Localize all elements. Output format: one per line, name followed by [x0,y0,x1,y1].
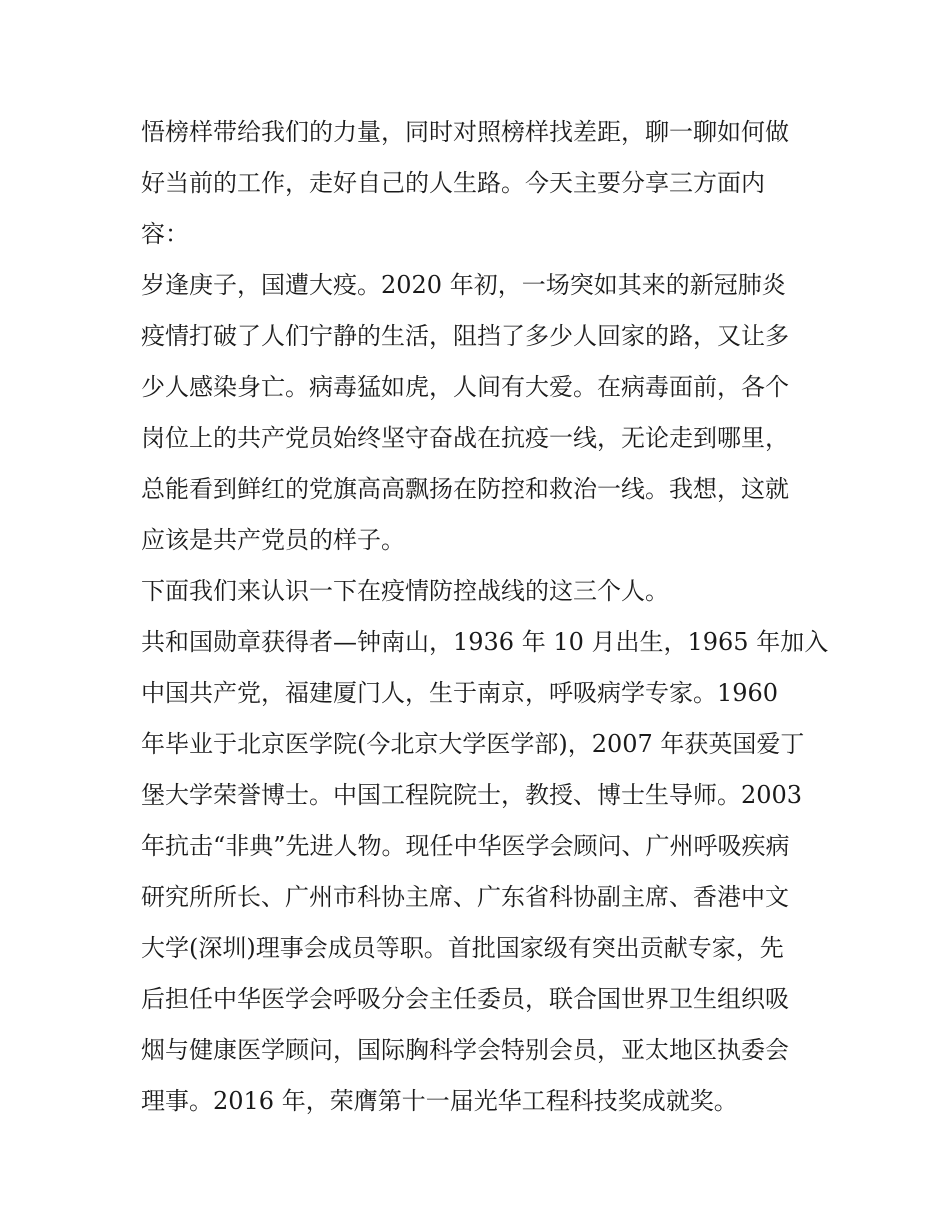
text-line: 研究所所长、广州市科协主席、广东省科协副主席、香港中文 [141,883,789,911]
text-line: 岁逢庚子，国遭大疫。2020 年初，一场突如其来的新冠肺炎 [141,271,786,299]
text-line: 堡大学荣誉博士。中国工程院院士，教授、博士生导师。2003 [141,781,803,809]
text-line: 共和国勋章获得者—钟南山，1936 年 10 月出生，1965 年加入 [141,628,829,656]
text-line: 总能看到鲜红的党旗高高飘扬在防控和救治一线。我想，这就 [141,475,789,503]
text-line: 应该是共产党员的样子。 [141,526,405,554]
text-line: 理事。2016 年，荣膺第十一届光华工程科技奖成就奖。 [141,1087,738,1115]
text-line: 疫情打破了人们宁静的生活，阻挡了多少人回家的路，又让多 [141,322,789,350]
text-line: 中国共产党，福建厦门人，生于南京，呼吸病学专家。1960 [141,679,779,707]
text-line: 下面我们来认识一下在疫情防控战线的这三个人。 [141,577,669,605]
body-text [141,107,829,1127]
text-line: 大学(深圳)理事会成员等职。首批国家级有突出贡献专家，先 [141,934,784,962]
text-line: 悟榜样带给我们的力量，同时对照榜样找差距，聊一聊如何做 [141,118,789,146]
text-line: 年抗击“非典”先进人物。现任中华医学会顾问、广州呼吸疾病 [141,832,790,860]
text-line: 少人感染身亡。病毒猛如虎，人间有大爱。在病毒面前，各个 [141,373,789,401]
text-line: 容： [141,220,189,248]
text-line: 岗位上的共产党员始终坚守奋战在抗疫一线，无论走到哪里， [141,424,789,452]
text-line: 烟与健康医学顾问，国际胸科学会特别会员，亚太地区执委会 [141,1036,789,1064]
text-line: 年毕业于北京医学院(今北京大学医学部)，2007 年获英国爱丁 [141,730,805,758]
text-line: 后担任中华医学会呼吸分会主任委员，联合国世界卫生组织吸 [141,985,789,1013]
text-line: 好当前的工作，走好自己的人生路。今天主要分享三方面内 [141,169,765,197]
